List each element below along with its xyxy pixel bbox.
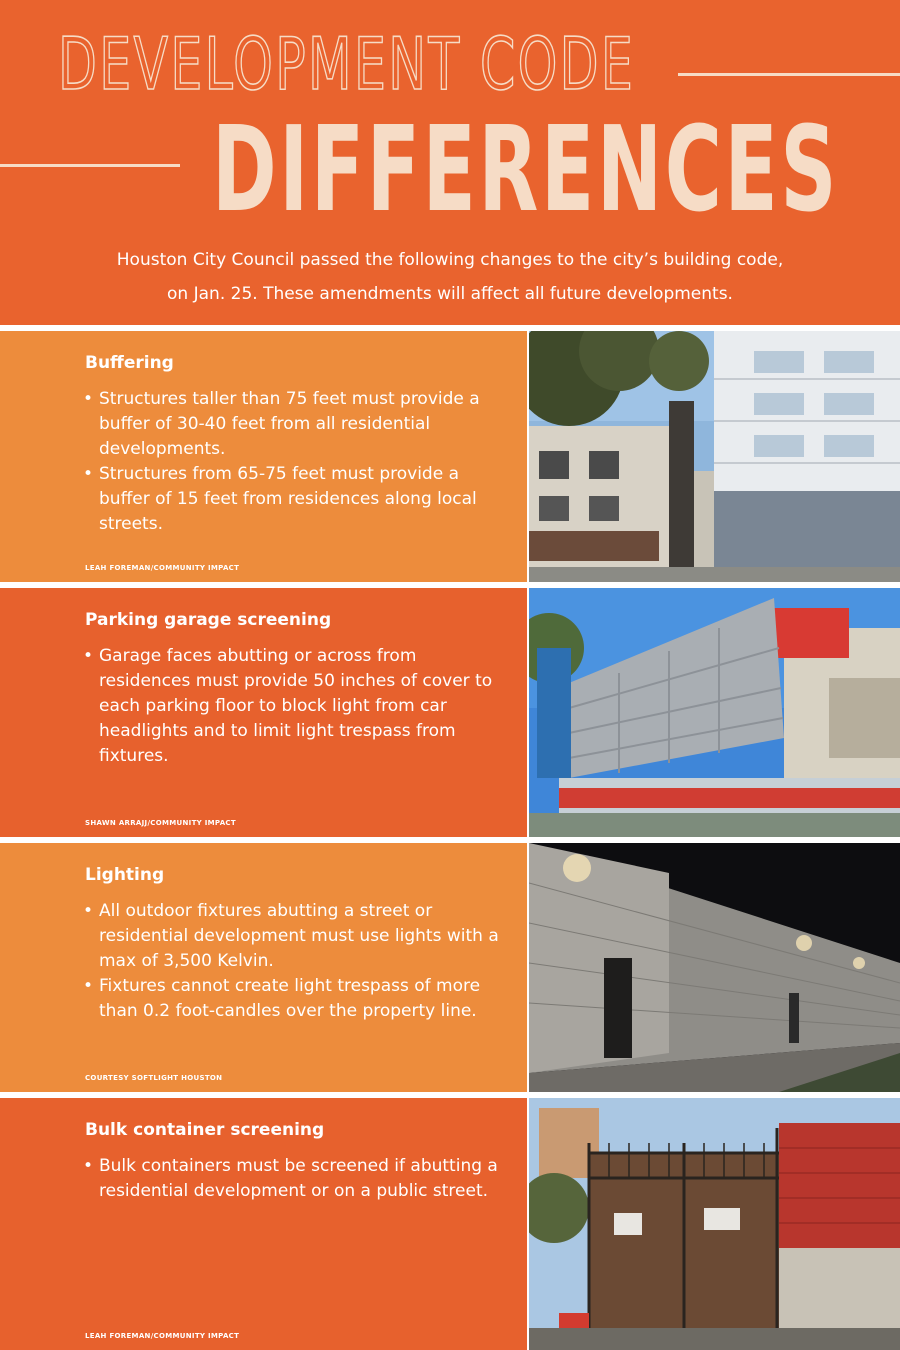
bullet-item: • All outdoor fixtures abutting a street or residential development must use lights with a max of 3,500 Kelvin.	[83, 899, 503, 974]
photo-credit: LEAH FOREMAN/COMMUNITY IMPACT	[85, 564, 240, 572]
photo-credit: SHAWN ARRAJJ/COMMUNITY IMPACT	[85, 819, 236, 827]
parking-garage-photo	[529, 588, 900, 837]
intro-line2: on Jan. 25. These amendments will affect all future developments.	[167, 284, 733, 304]
bullet-item: • Bulk containers must be screened if abutting a residential development or on a public street.	[83, 1154, 503, 1204]
title-rule-left	[0, 164, 180, 167]
title-line1: DEVELOPMENT CODE	[58, 22, 636, 106]
section-bulk-container	[0, 1098, 900, 1350]
bullet-item: • Structures from 65-75 feet must provide a buffer of 15 feet from residences along local streets.	[83, 462, 503, 537]
section-title: Lighting	[85, 865, 165, 885]
bullet-list	[83, 644, 503, 769]
section-title: Bulk container screening	[85, 1120, 325, 1140]
bullet-item: • Structures taller than 75 feet must provide a buffer of 30-40 feet from all residential developments.	[83, 387, 503, 462]
bullet-list	[83, 387, 503, 537]
section-text-panel	[0, 331, 527, 582]
section-buffering	[0, 331, 900, 582]
section-text-panel	[0, 1098, 527, 1350]
bullet-list	[83, 899, 503, 1024]
section-lighting	[0, 843, 900, 1092]
section-parking-garage	[0, 588, 900, 837]
bulk-container-photo	[529, 1098, 900, 1350]
bullet-item: • Garage faces abutting or across from residences must provide 50 inches of cover to each parking floor to block light from car headlights and to limit light trespass from fixtures.	[83, 644, 503, 769]
header-banner	[0, 0, 900, 325]
section-text-panel	[0, 843, 527, 1092]
bullet-item: • Fixtures cannot create light trespass of more than 0.2 foot-candles over the property line.	[83, 974, 503, 1024]
intro-line1: Houston City Council passed the following changes to the city’s building code,	[116, 250, 784, 270]
bullet-list	[83, 1154, 503, 1204]
photo-credit: LEAH FOREMAN/COMMUNITY IMPACT	[85, 1332, 240, 1340]
section-title: Buffering	[85, 353, 174, 373]
lighting-photo	[529, 843, 900, 1092]
intro-text	[40, 243, 860, 311]
section-title: Parking garage screening	[85, 610, 332, 630]
section-text-panel	[0, 588, 527, 837]
photo-credit: COURTESY SOFTLIGHT HOUSTON	[85, 1074, 223, 1082]
title-line2: DIFFERENCES	[212, 100, 840, 238]
title-rule-right	[678, 73, 900, 76]
buffering-photo	[529, 331, 900, 582]
